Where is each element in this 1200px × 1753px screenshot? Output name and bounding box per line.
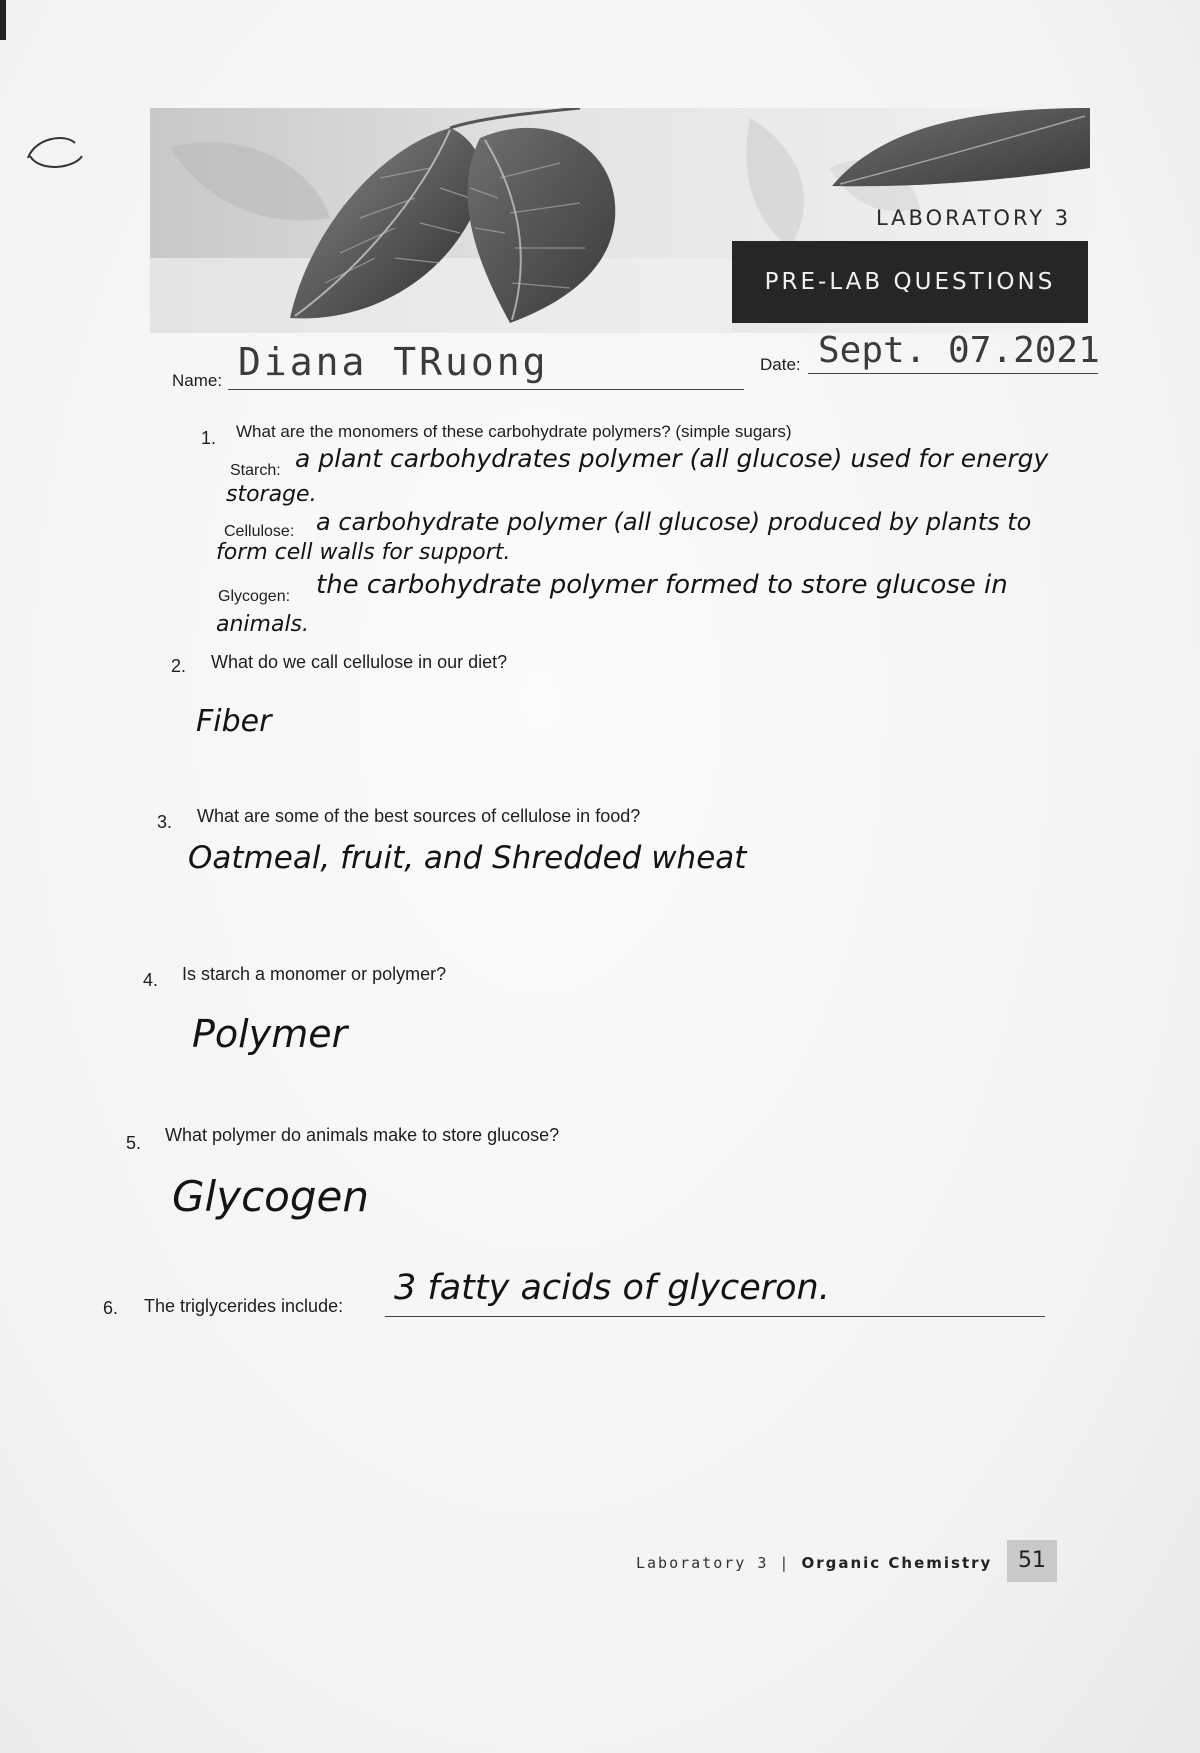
footer-lab: Laboratory 3 (636, 1554, 769, 1572)
date-label: Date: (760, 355, 801, 374)
name-label: Name: (172, 371, 223, 390)
cellulose-answer-line-1: a carbohydrate polymer (all glucose) produced by plants to (316, 508, 1032, 536)
question-3-answer: Oatmeal, fruit, and Shredded wheat (188, 840, 747, 876)
starch-answer-line-1: a plant carbohydrates polymer (all glucose) used for energy (295, 444, 1049, 473)
question-6-text: The triglycerides include: (144, 1296, 344, 1316)
question-2-answer: Fiber (196, 704, 272, 739)
footer (636, 1554, 992, 1572)
section-title: PRE-LAB QUESTIONS (764, 269, 1056, 295)
starch-label: Starch: (230, 462, 281, 479)
question-1-text: What are the monomers of these carbohydrate polymers? (simple sugars) (236, 422, 792, 441)
question-4-number: 4. (143, 970, 159, 990)
glycogen-answer-line-2: animals. (216, 612, 310, 637)
question-5-answer: Glycogen (172, 1172, 369, 1221)
date-value: Sept. 07.2021 (818, 330, 1100, 371)
question-3-text: What are some of the best sources of cellulose in food? (197, 806, 641, 826)
name-line (228, 389, 744, 390)
triglycerides-answer-line (385, 1316, 1045, 1317)
cellulose-label: Cellulose: (224, 523, 295, 540)
date-line (808, 373, 1098, 374)
question-5-text: What polymer do animals make to store glucose? (165, 1125, 560, 1145)
cellulose-answer-line-2: form cell walls for support. (216, 540, 511, 565)
glycogen-answer-line-1: the carbohydrate polymer formed to store glucose in (316, 570, 1008, 600)
question-6-answer: 3 fatty acids of glyceron. (394, 1268, 830, 1308)
question-2-text: What do we call cellulose in our diet? (211, 652, 508, 672)
footer-separator: | (779, 1554, 791, 1572)
lab-label: LABORATORY 3 (876, 206, 1072, 230)
question-3-number: 3. (157, 812, 173, 832)
page-number: 51 (1018, 1548, 1046, 1573)
page-number-box (1007, 1540, 1057, 1582)
name-value: Diana TRuong (238, 340, 549, 384)
question-5-number: 5. (126, 1133, 142, 1153)
question-4-answer: Polymer (192, 1012, 348, 1056)
section-title-box (732, 241, 1088, 323)
scan-edge-mark (0, 0, 6, 40)
question-6-number: 6. (103, 1298, 119, 1318)
question-4-text: Is starch a monomer or polymer? (182, 964, 447, 984)
question-1-number: 1. (201, 428, 217, 448)
starch-answer-line-2: storage. (226, 482, 317, 507)
staple-mark (20, 128, 90, 178)
question-2-number: 2. (171, 656, 187, 676)
footer-topic: Organic Chemistry (801, 1554, 993, 1572)
glycogen-label: Glycogen: (218, 588, 291, 605)
